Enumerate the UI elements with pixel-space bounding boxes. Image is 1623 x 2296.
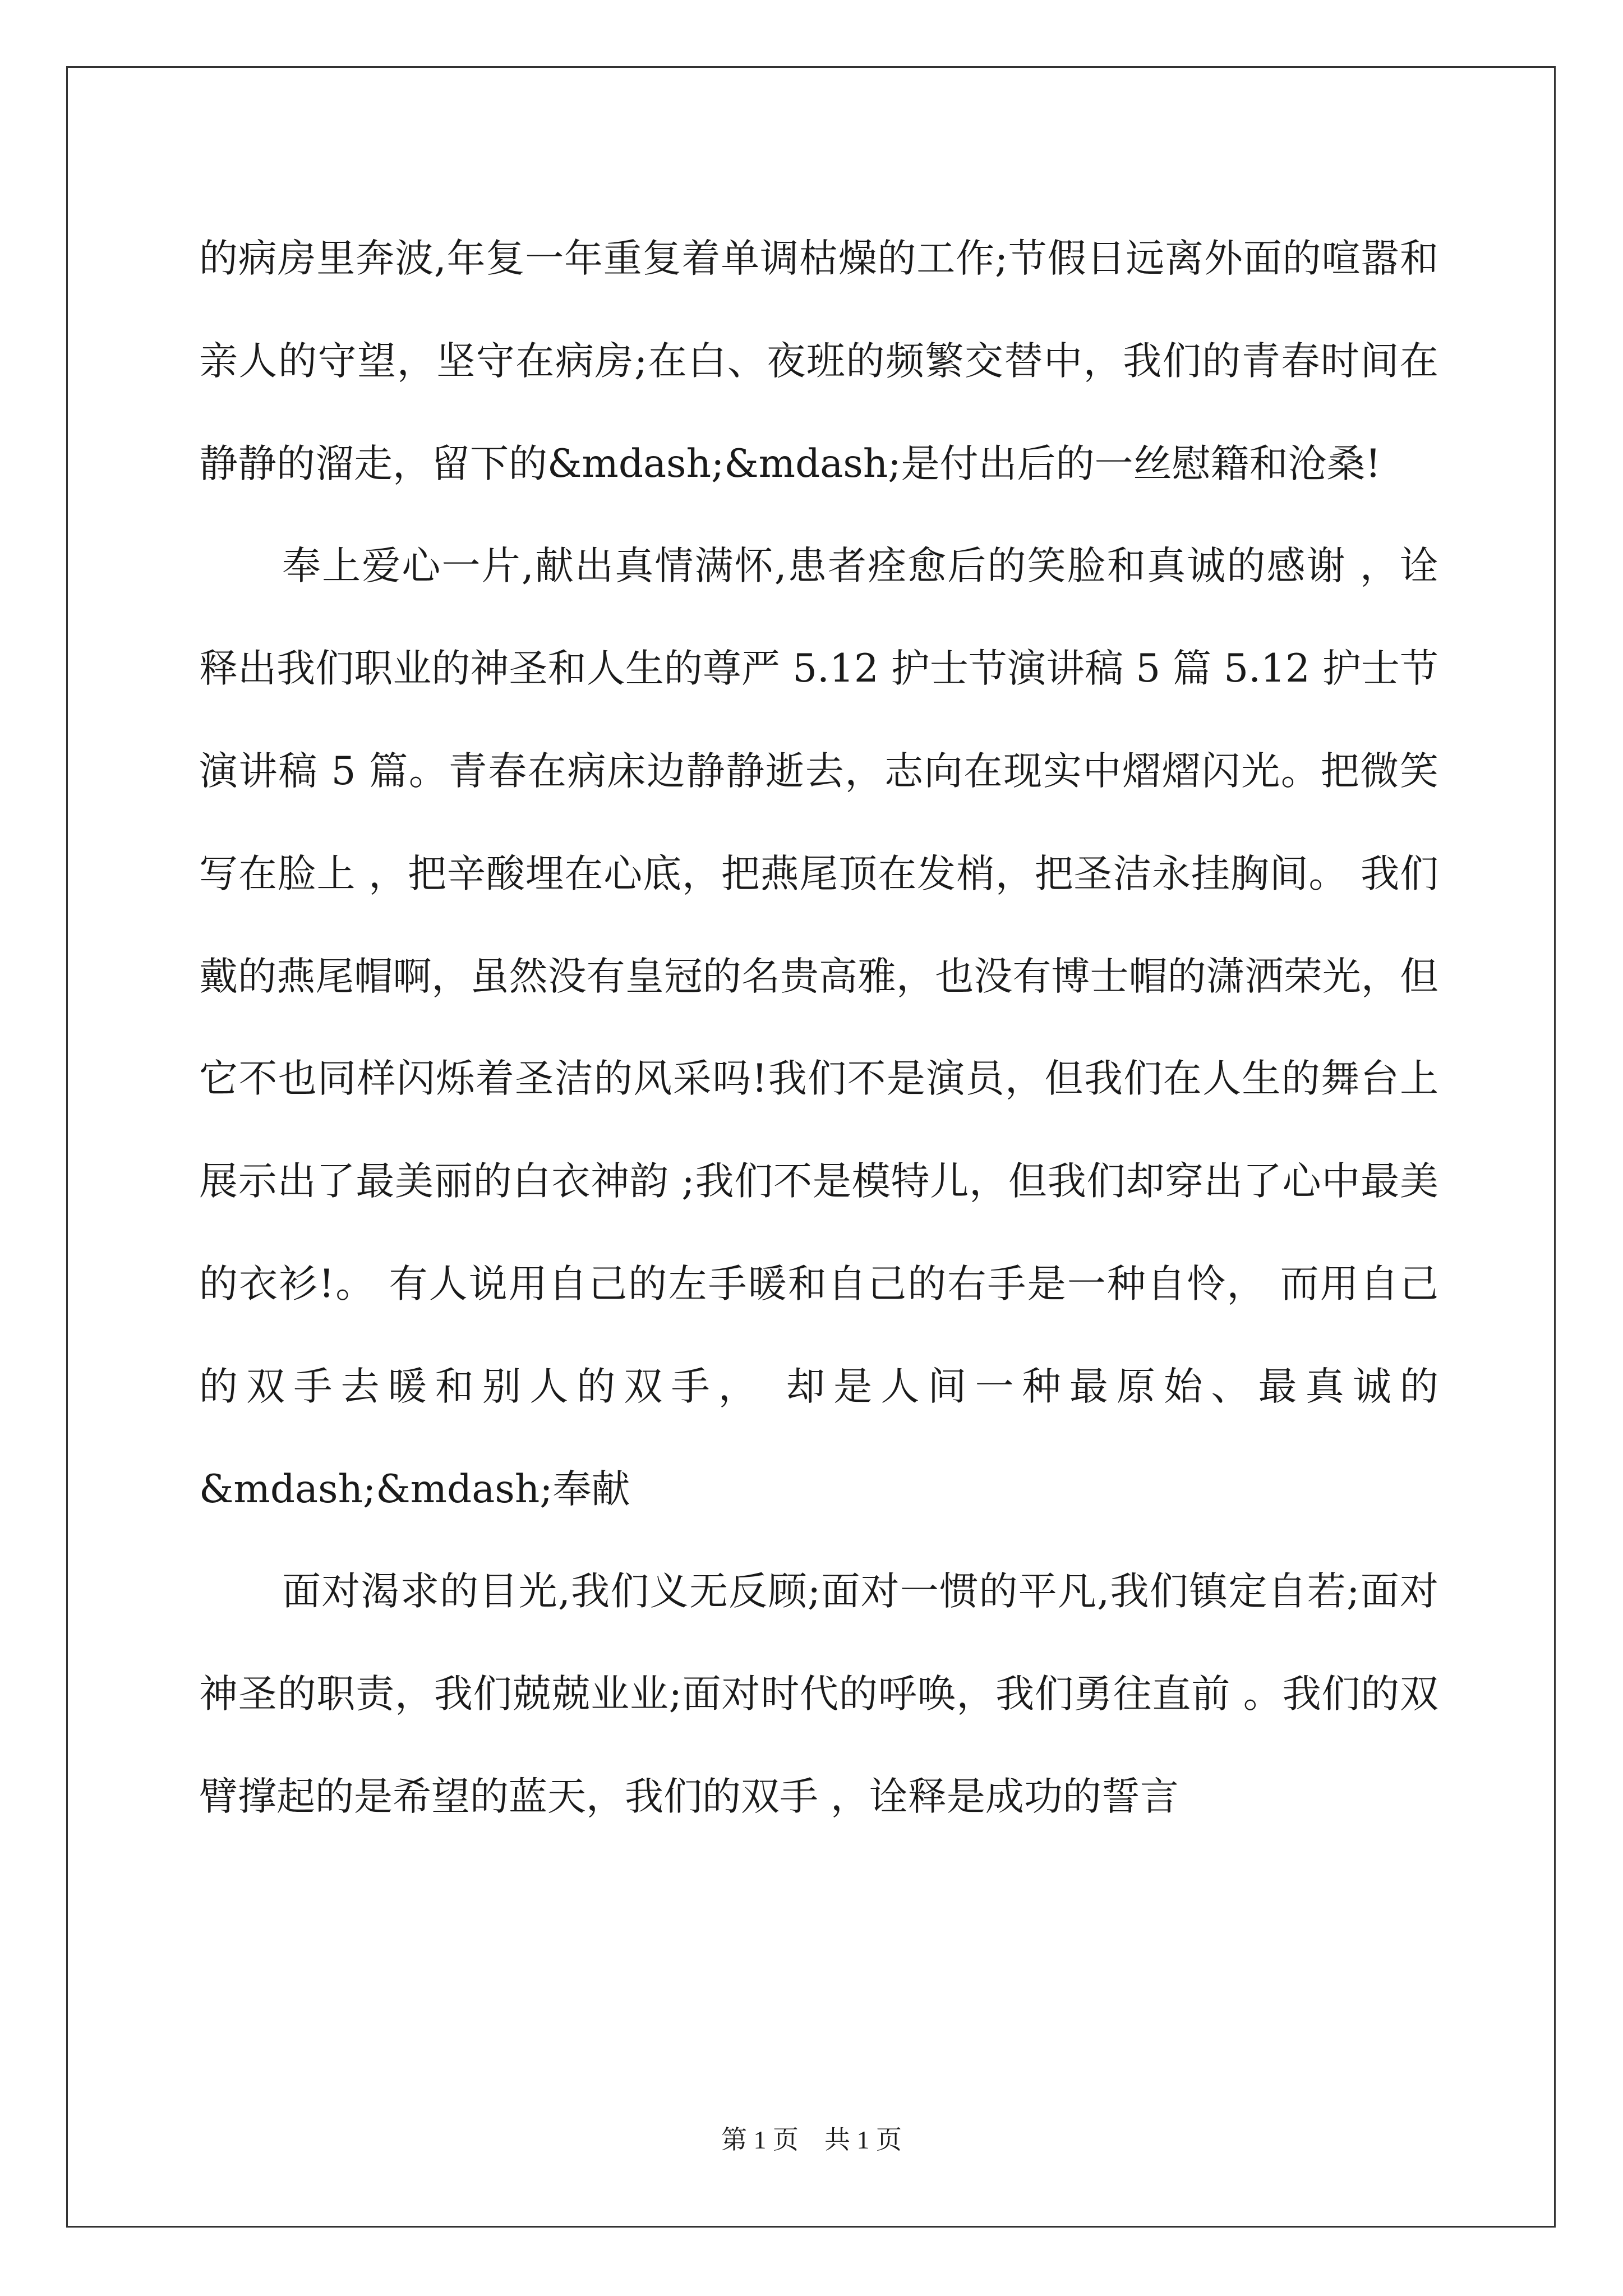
page-number: 第 1 页 (721, 2125, 799, 2154)
paragraph-2: 奉上爱心一片,献出真情满怀,患者痊愈后的笑脸和真诚的感谢 ，诠释出我们职业的神圣和人生的尊严 5.12 护士节演讲稿 5 篇 5.12 护士节演讲稿 5 篇。青春在病床边静静逝去，志向在现实中熠熠闪光。把微笑写在脸上 ，把辛酸埋在心底，把燕尾顶在发梢，把圣洁永挂胸间。 我们戴的燕尾帽啊，虽然没有皇冠的名贵高雅，也没有博士帽的潇洒荣光，但它不也同样闪烁着圣洁的风采吗!我们不是演员，但我们在人生的舞台上展示出了最美丽的白衣神韵 ;我们不是模特儿，但我们却穿出了心中最美的衣衫!。 有人说用自己的左手暖和自己的右手是一种自怜， 而用自己的双手去暖和别人的双手， 却是人间一种最原始、最真诚的&mdash;&mdash;奉献 (199, 544, 1438, 1512)
page-footer (0, 2119, 1623, 2156)
paragraph-3: 面对渴求的目光,我们义无反顾;面对一惯的平凡,我们镇定自若;面对神圣的职责，我们兢兢业业;面对时代的呼唤，我们勇往直前 。我们的双臂撑起的是希望的蓝天，我们的双手 ，诠释是成功的誓言 (199, 1569, 1438, 1819)
paragraph-1: 的病房里奔波,年复一年重复着单调枯燥的工作;节假日远离外面的喧嚣和亲人的守望，坚守在病房;在白、夜班的频繁交替中，我们的青春时间在静静的溜走，留下的&mdash;&mdash;是付出后的一丝慰籍和沧桑! (199, 236, 1438, 486)
page-total: 共 1 页 (824, 2125, 902, 2154)
document-body (199, 208, 1438, 1848)
